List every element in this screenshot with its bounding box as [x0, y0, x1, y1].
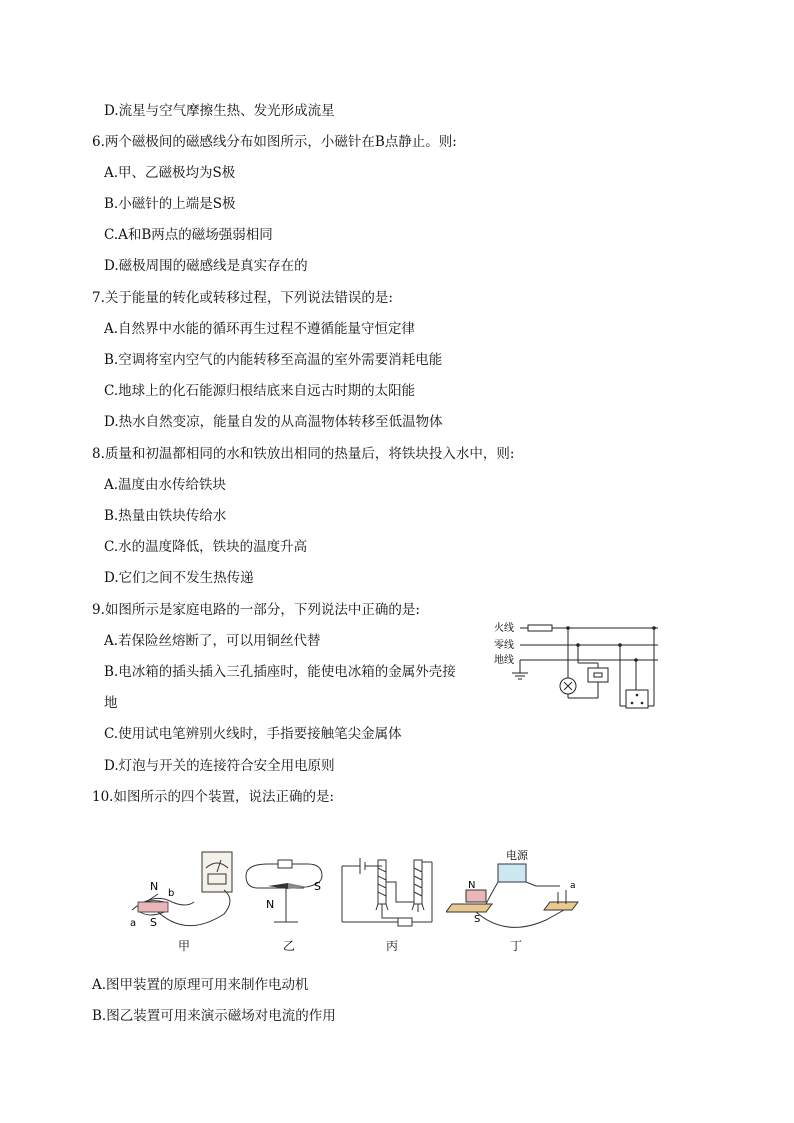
q7-option-b: B.空调将室内空气的内能转移至高温的室外需要消耗电能 — [104, 352, 443, 368]
q7-option-a: A.自然界中水能的循环再生过程不遵循能量守恒定律 — [104, 321, 416, 337]
q10-option-b: B.图乙装置可用来演示磁场对电流的作用 — [92, 1008, 336, 1024]
apparatus-bing-figure — [338, 852, 438, 934]
q9-option-b-continued: 地 — [104, 695, 118, 711]
q7-stem: 7.关于能量的转化或转移过程，下列说法错误的是: — [92, 290, 393, 306]
q8-option-d: D.它们之间不发生热传递 — [104, 570, 254, 586]
resistor-icon — [278, 860, 292, 868]
q10-stem: 10.如图所示的四个装置，说法正确的是: — [92, 789, 335, 805]
caption-bing: 丙 — [386, 939, 399, 953]
switch-icon — [588, 668, 608, 682]
q7-option-d: D.热水自然变凉，能量自发的从高温物体转移至低温物体 — [104, 414, 443, 430]
label-s-yi: S — [314, 880, 321, 893]
label-n-ding: N — [468, 880, 476, 891]
fuse-icon — [528, 625, 552, 631]
q10-option-a: A.图甲装置的原理可用来制作电动机 — [92, 977, 309, 993]
q8-option-c: C.水的温度降低，铁块的温度升高 — [104, 539, 308, 555]
q8-option-a: A.温度由水传给铁块 — [104, 477, 227, 493]
household-circuit-figure — [490, 618, 670, 714]
q5-option-d: D.流星与空气摩擦生热、发光形成流星 — [104, 103, 335, 119]
label-a: a — [130, 918, 137, 929]
caption-yi: 乙 — [283, 939, 296, 953]
rheostat-icon — [398, 918, 412, 926]
apparatus-jia-figure — [124, 850, 242, 932]
power-source-label: 电源 — [506, 849, 528, 862]
u-magnet-icon — [138, 902, 168, 912]
caption-jia: 甲 — [178, 939, 191, 953]
q6-option-a: A.甲、乙磁极均为S极 — [104, 165, 236, 181]
q6-option-c: C.A和B两点的磁场强弱相同 — [104, 227, 273, 243]
q9-option-a: A.若保险丝熔断了，可以用铜丝代替 — [104, 633, 321, 649]
ground-wire-label: 地线 — [494, 655, 514, 666]
label-s-ding: S — [474, 914, 481, 925]
q9-option-b: B.电冰箱的插头插入三孔插座时，能使电冰箱的金属外壳接 — [104, 664, 456, 680]
neutral-wire-label: 零线 — [494, 640, 514, 651]
q8-option-b: B.热量由铁块传给水 — [104, 508, 227, 524]
apparatus-yi-figure — [238, 856, 334, 932]
q6-option-b: B.小磁针的上端是S极 — [104, 196, 236, 212]
q8-stem: 8.质量和初温都相同的水和铁放出相同的热量后，将铁块投入水中，则: — [92, 446, 515, 462]
label-s: S — [150, 916, 157, 929]
live-wire-label: 火线 — [494, 623, 514, 634]
three-pin-socket-icon — [626, 690, 648, 708]
q9-option-c: C.使用试电笔辨别火线时，手指要接触笔尖金属体 — [104, 726, 402, 742]
power-source-icon — [498, 864, 526, 882]
apparatus-ding-figure — [446, 846, 586, 934]
q9-option-d: D.灯泡与开关的连接符合安全用电原则 — [104, 758, 335, 774]
q6-stem: 6.两个磁极间的磁感线分布如图所示，小磁针在B点静止。则: — [92, 134, 457, 150]
label-b: b — [168, 888, 175, 899]
label-b-ding: a — [570, 881, 576, 891]
label-n: N — [150, 880, 159, 893]
q6-option-d: D.磁极周围的磁感线是真实存在的 — [104, 258, 308, 274]
q7-option-c: C.地球上的化石能源归根结底来自远古时期的太阳能 — [104, 383, 416, 399]
q9-stem: 9.如图所示是家庭电路的一部分，下列说法中正确的是: — [92, 602, 420, 618]
caption-ding: 丁 — [510, 939, 523, 953]
label-n-yi: N — [266, 898, 275, 911]
